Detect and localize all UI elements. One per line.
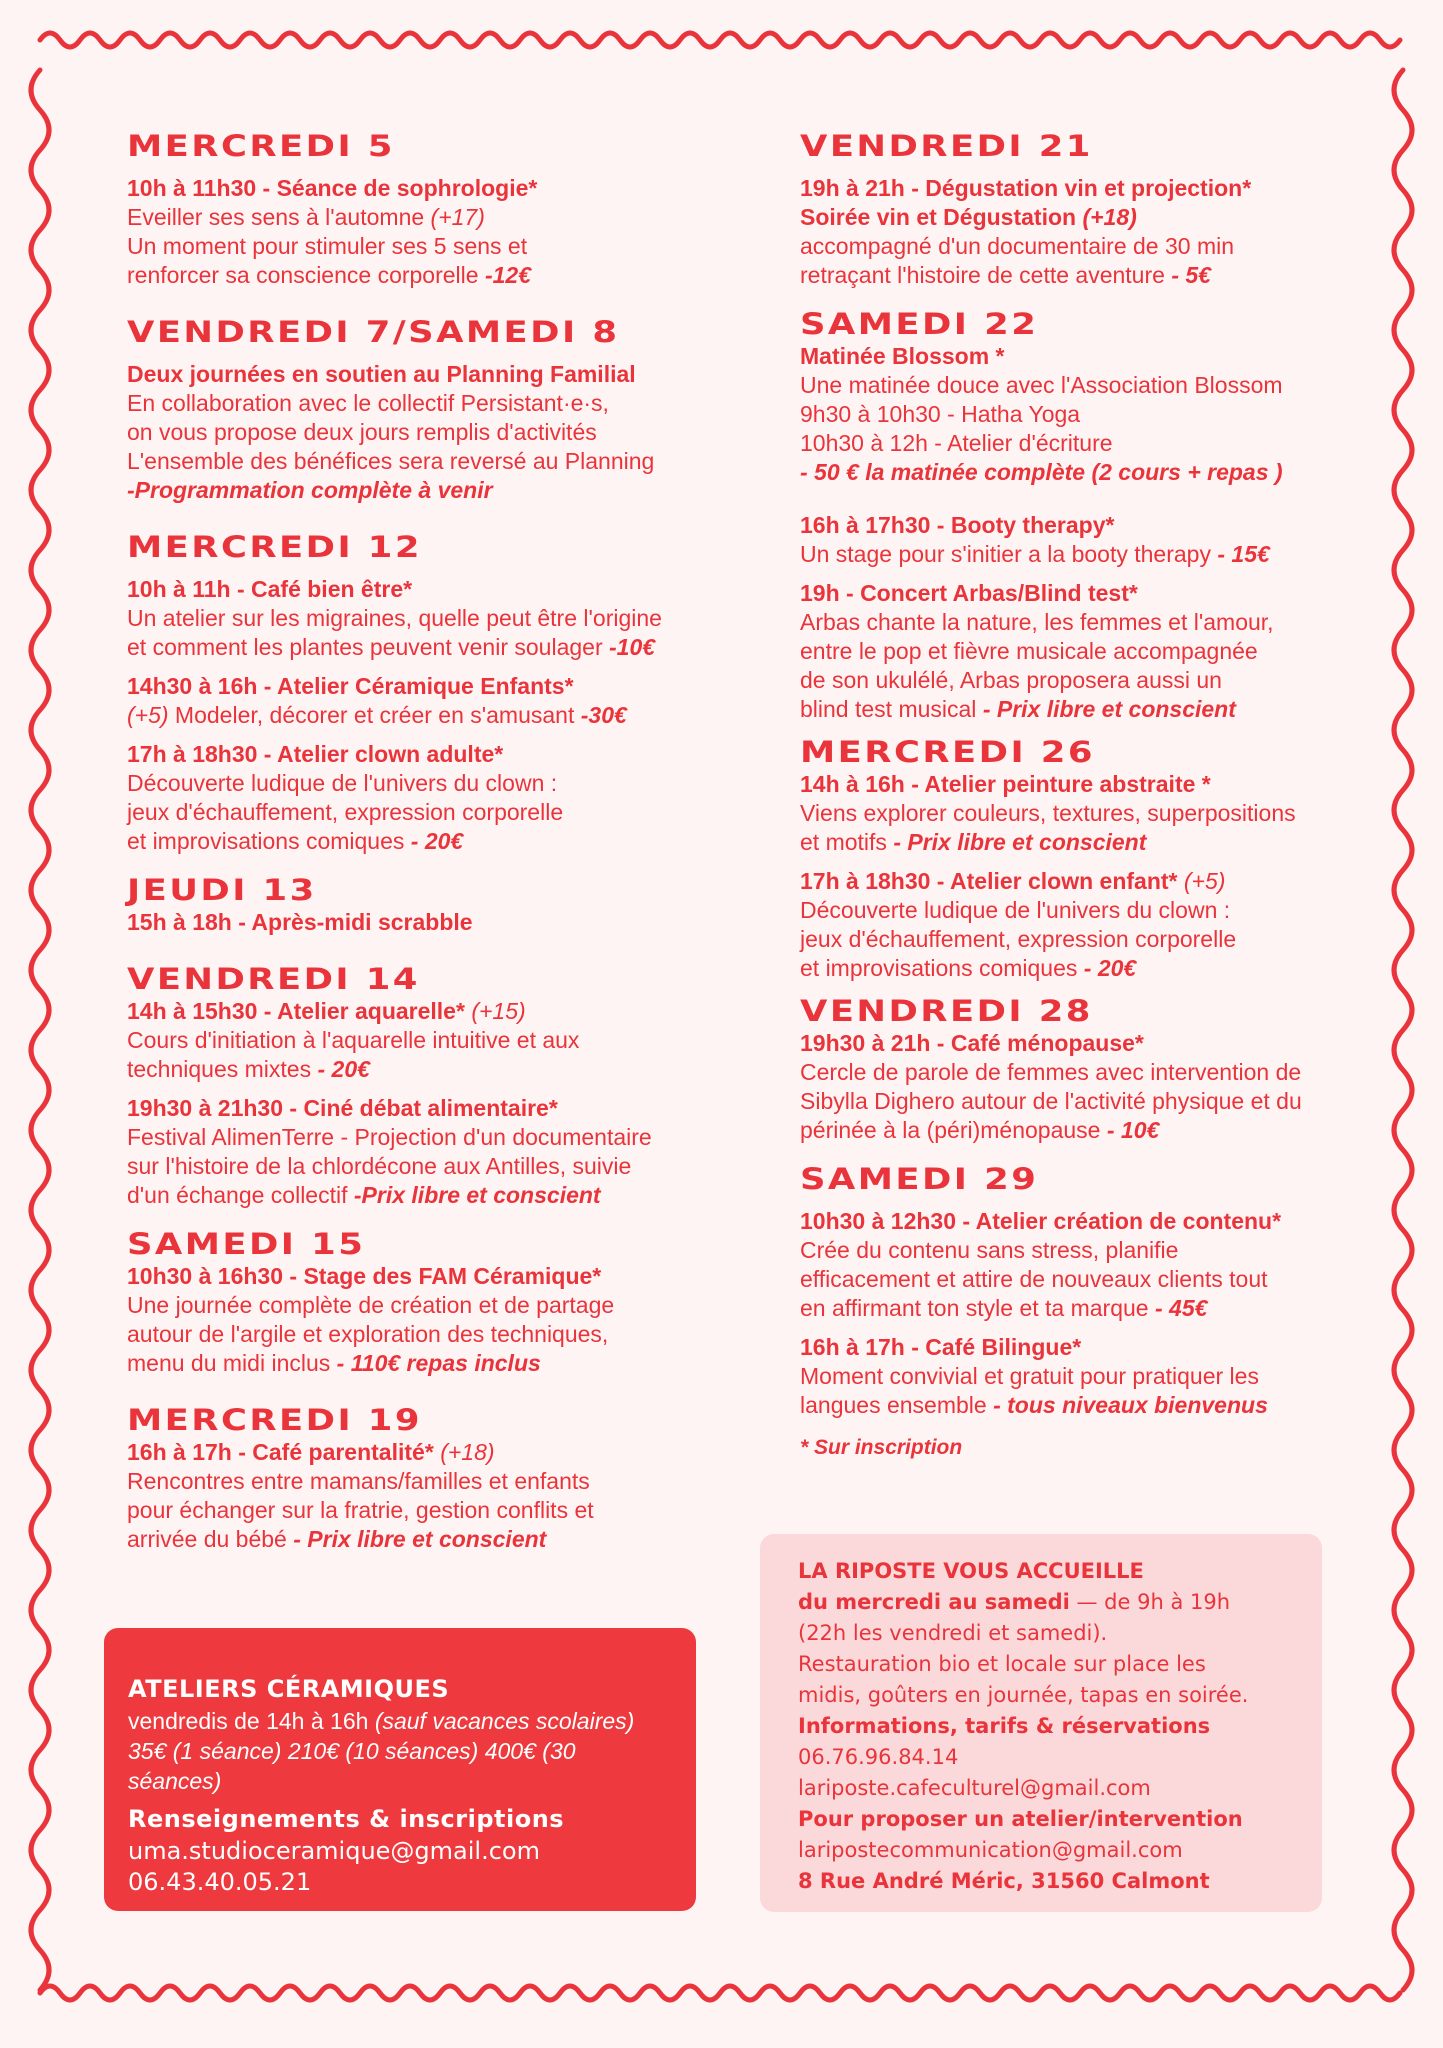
day-heading: VENDREDI 7/SAMEDI 8 [127, 315, 620, 349]
day-heading: MERCREDI 5 [127, 129, 395, 163]
event-line: Festival AlimenTerre - Projection d'un documentaire [127, 1124, 652, 1150]
event-price: -12€ [484, 262, 531, 288]
ceramic-contact-heading: Renseignements & inscriptions [128, 1805, 565, 1833]
event-title: 19h - Concert Arbas/Blind test* [800, 580, 1138, 606]
event-title: 19h30 à 21h30 - Ciné débat alimentaire* [127, 1095, 558, 1121]
event-line: techniques mixtes [127, 1056, 312, 1082]
event [127, 360, 727, 505]
event [800, 1207, 1360, 1323]
event-line: Arbas chante la nature, les femmes et l'amour, [800, 609, 1274, 635]
event-line: Eveiller ses sens à l'automne [127, 204, 425, 230]
event-line: Une journée complète de création et de partage [127, 1292, 615, 1318]
day-heading: MERCREDI 12 [127, 530, 422, 564]
event-price: -30€ [580, 702, 627, 728]
day-heading: MERCREDI 19 [127, 1403, 422, 1437]
event-line: Cours d'initiation à l'aquarelle intuitive et aux [127, 1027, 580, 1053]
info-email[interactable]: lariposte.cafeculturel@gmail.com [798, 1776, 1151, 1800]
event-price: -10€ [609, 634, 656, 660]
event-line: 10h30 à 12h - Atelier d'écriture [800, 430, 1113, 456]
age-note: (+5) [1183, 868, 1226, 894]
event-line: et comment les plantes peuvent venir soulager [127, 634, 603, 660]
event-price: - 5€ [1171, 262, 1211, 288]
event-line: d'un échange collectif [127, 1182, 354, 1208]
program-right-column [800, 128, 1360, 1460]
event-title: 19h30 à 21h - Café ménopause* [800, 1030, 1144, 1056]
event-line: 9h30 à 10h30 - Hatha Yoga [800, 401, 1081, 427]
event-line: accompagné d'un documentaire de 30 min [800, 233, 1235, 259]
event-price: -Programmation complète à venir [127, 477, 493, 503]
event-title: Matinée Blossom * [800, 343, 1005, 369]
event-line: et motifs [800, 829, 887, 855]
event-line: renforcer sa conscience corporelle [127, 262, 479, 288]
day-heading: SAMEDI 22 [800, 307, 1039, 341]
event-price: - tous niveaux bienvenus [993, 1392, 1268, 1418]
event-line: pour échanger sur la fratrie, gestion conflits et [127, 1497, 594, 1523]
event-line: langues ensemble [800, 1392, 987, 1418]
event-price: - Prix libre et conscient [893, 829, 1147, 855]
info-days: du mercredi au samedi [798, 1590, 1070, 1614]
event-title: Deux journées en soutien au Planning Familial [127, 361, 636, 387]
event [800, 1333, 1360, 1420]
event-title: 15h à 18h - Après-midi scrabble [127, 909, 473, 935]
day-heading: VENDREDI 28 [800, 994, 1093, 1028]
day-heading: VENDREDI 21 [800, 129, 1093, 163]
event-line: et improvisations comiques [127, 828, 405, 854]
ceramic-workshops-box [104, 1628, 696, 1911]
age-note: (+5) [127, 702, 169, 728]
event-title: 17h à 18h30 - Atelier clown enfant* [800, 868, 1178, 894]
event-line: Un stage pour s'initier a la booty therapy [800, 541, 1211, 567]
event [127, 740, 727, 856]
event-line: efficacement et attire de nouveaux clients tout [800, 1266, 1268, 1292]
event-title: 17h à 18h30 - Atelier clown adulte* [127, 741, 504, 767]
event-title: 19h à 21h - Dégustation vin et projection* [800, 175, 1252, 201]
event [800, 867, 1360, 983]
event [127, 1094, 727, 1210]
day-heading: MERCREDI 26 [800, 735, 1095, 769]
event-line: blind test musical [800, 696, 977, 722]
event-price: - 50 € la matinée complète (2 cours + repas ) [800, 459, 1283, 485]
event-price: - Prix libre et conscient [982, 696, 1236, 722]
event-line: Cercle de parole de femmes avec intervention de [800, 1059, 1302, 1085]
event-line: Soirée vin et Dégustation [800, 204, 1077, 230]
venue-info-box [760, 1534, 1322, 1912]
event-line: L'ensemble des bénéfices sera reversé au Planning [127, 448, 655, 474]
event-price: - 20€ [317, 1056, 370, 1082]
event [127, 908, 727, 937]
program-left-column [127, 128, 727, 1554]
event-title: 14h à 16h - Atelier peinture abstraite * [800, 771, 1211, 797]
event-line: Découverte ludique de l'univers du clown : [127, 770, 558, 796]
event-line: périnée à la (péri)ménopause [800, 1117, 1101, 1143]
event-line: Moment convivial et gratuit pour pratiquer les [800, 1363, 1259, 1389]
event-line: Modeler, décorer et créer en s'amusant [168, 702, 581, 728]
event-line: Un atelier sur les migraines, quelle peut être l'origine [127, 605, 662, 631]
info-food: midis, goûters en journée, tapas en soirée. [798, 1683, 1249, 1707]
age-note: (+15) [471, 998, 526, 1024]
event-line: En collaboration avec le collectif Persistant·e·s, [127, 390, 609, 416]
event-line: autour de l'argile et exploration des techniques, [127, 1321, 609, 1347]
event-price: - 10€ [1106, 1117, 1160, 1143]
event [127, 672, 727, 730]
info-propose-email[interactable]: laripostecommunication@gmail.com [798, 1838, 1183, 1862]
event-line: jeux d'échauffement, expression corporelle [127, 799, 564, 825]
event-title: 16h à 17h - Café parentalité* [127, 1439, 434, 1465]
event-line: on vous propose deux jours remplis d'activités [127, 419, 597, 445]
event [800, 174, 1360, 290]
event [800, 511, 1360, 569]
event-line: arrivée du bébé [127, 1526, 287, 1552]
info-address: 8 Rue André Méric, 31560 Calmont [798, 1869, 1210, 1893]
event [800, 342, 1360, 487]
info-propose-heading: Pour proposer un atelier/intervention [798, 1807, 1243, 1831]
age-note: (+18) [1082, 204, 1137, 230]
event [127, 1438, 727, 1554]
event-title: 10h30 à 12h30 - Atelier création de contenu* [800, 1208, 1282, 1234]
info-hours: — de 9h à 19h [1069, 1590, 1231, 1614]
info-phone[interactable]: 06.76.96.84.14 [798, 1745, 959, 1769]
event-price: - 20€ [1083, 955, 1137, 981]
ceramic-schedule-note: (sauf vacances scolaires) [374, 1708, 635, 1734]
event-title: 16h à 17h - Café Bilingue* [800, 1334, 1082, 1360]
event [800, 770, 1360, 857]
event-line: et improvisations comiques [800, 955, 1084, 981]
event [800, 579, 1360, 724]
event-line: sur l'histoire de la chlordécone aux Antilles, suivie [127, 1153, 632, 1179]
event-line: entre le pop et fièvre musicale accompagnée [800, 638, 1258, 664]
event-line: Sibylla Dighero autour de l'activité physique et du [800, 1088, 1302, 1114]
ceramic-heading: ATELIERS CÉRAMIQUES [128, 1675, 450, 1703]
event [800, 1029, 1360, 1145]
age-note: (+17) [430, 204, 485, 230]
event-price: - 20€ [410, 828, 464, 854]
event-title: 14h à 15h30 - Atelier aquarelle* [127, 998, 465, 1024]
age-note: (+18) [440, 1439, 495, 1465]
info-contact-heading: Informations, tarifs & réservations [798, 1714, 1211, 1738]
registration-note: * Sur inscription [800, 1436, 963, 1459]
event-title: 10h30 à 16h30 - Stage des FAM Céramique* [127, 1263, 602, 1289]
event-line: jeux d'échauffement, expression corporelle [800, 926, 1237, 952]
event-line: de son ukulélé, Arbas proposera aussi un [800, 667, 1222, 693]
day-heading: JEUDI 13 [127, 873, 317, 907]
ceramic-phone[interactable]: 06.43.40.05.21 [128, 1868, 312, 1896]
day-heading: VENDREDI 14 [127, 962, 420, 996]
event-line: Un moment pour stimuler ses 5 sens et [127, 233, 528, 259]
ceramic-prices: 35€ (1 séance) 210€ (10 séances) 400€ (30 séances) [128, 1738, 576, 1794]
event-title: 10h à 11h - Café bien être* [127, 576, 413, 602]
ceramic-email[interactable]: uma.studioceramique@gmail.com [128, 1837, 540, 1865]
event-title: 10h à 11h30 - Séance de sophrologie* [127, 175, 538, 201]
event-title: 16h à 17h30 - Booty therapy* [800, 512, 1115, 538]
event [127, 174, 727, 290]
event [127, 997, 727, 1084]
event-price: - Prix libre et conscient [293, 1526, 547, 1552]
event-price: - 110€ repas inclus [336, 1350, 541, 1376]
ceramic-schedule: vendredis de 14h à 16h [128, 1708, 369, 1734]
event-price: - 15€ [1217, 541, 1270, 567]
event [127, 1262, 727, 1378]
info-heading: LA RIPOSTE VOUS ACCUEILLE [798, 1559, 1144, 1583]
day-heading: SAMEDI 29 [800, 1162, 1039, 1196]
info-food: Restauration bio et locale sur place les [798, 1652, 1206, 1676]
event-price: -Prix libre et conscient [353, 1182, 601, 1208]
info-hours-late: (22h les vendredi et samedi). [798, 1621, 1108, 1645]
event-line: en affirmant ton style et ta marque [800, 1295, 1149, 1321]
event-title: 14h30 à 16h - Atelier Céramique Enfants* [127, 673, 574, 699]
event-line: Rencontres entre mamans/familles et enfants [127, 1468, 590, 1494]
event-line: menu du midi inclus [127, 1350, 331, 1376]
event-line: Crée du contenu sans stress, planifie [800, 1237, 1179, 1263]
event-line: retraçant l'histoire de cette aventure [800, 262, 1165, 288]
event [127, 575, 727, 662]
event-line: Une matinée douce avec l'Association Blossom [800, 372, 1283, 398]
event-line: Découverte ludique de l'univers du clown : [800, 897, 1231, 923]
day-heading: SAMEDI 15 [127, 1227, 366, 1261]
event-line: Viens explorer couleurs, textures, superpositions [800, 800, 1296, 826]
event-price: - 45€ [1154, 1295, 1208, 1321]
